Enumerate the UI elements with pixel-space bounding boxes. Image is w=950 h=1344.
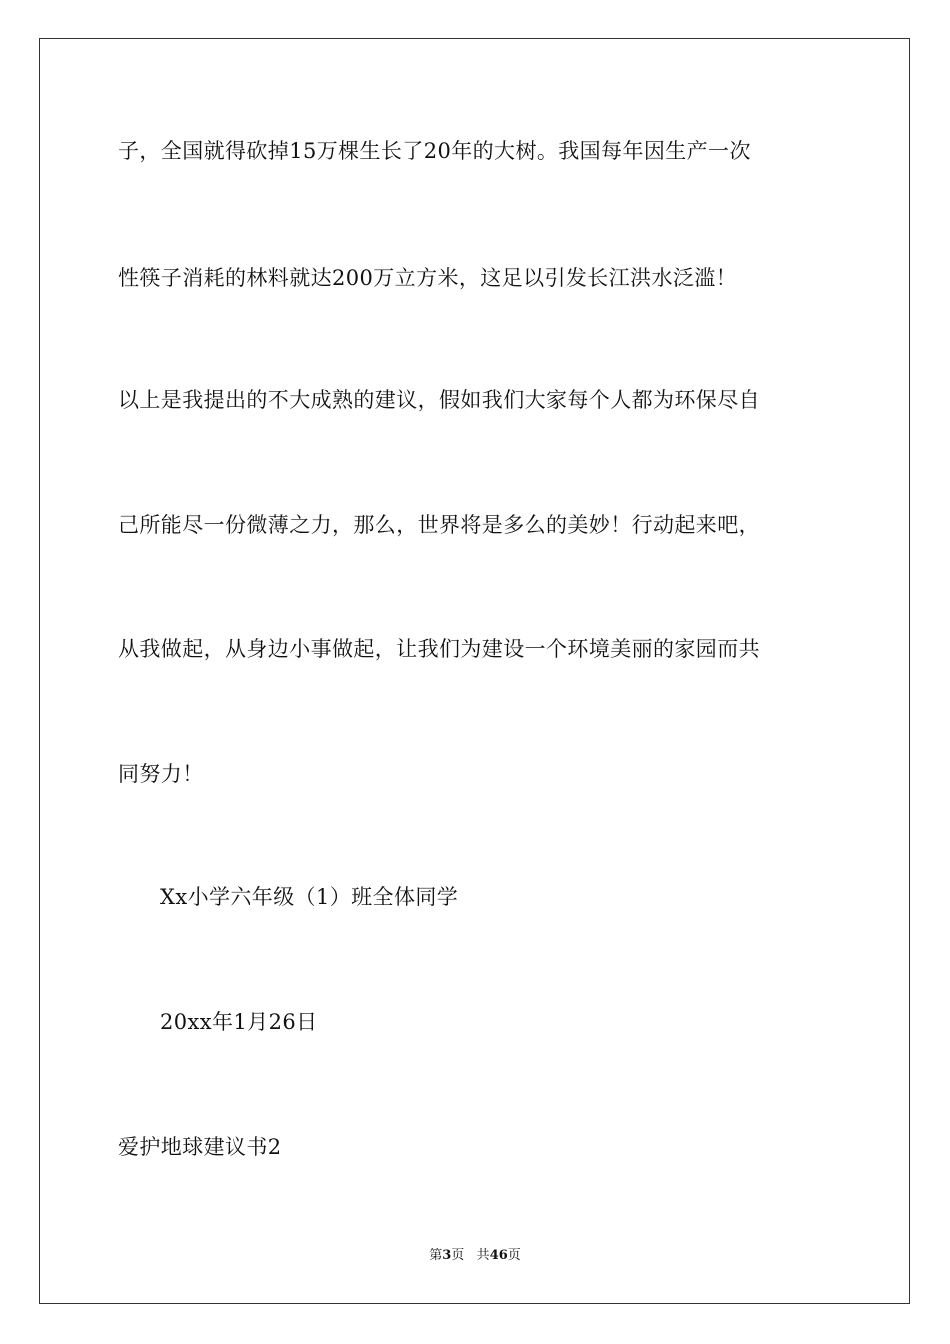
- body-line-4: 己所能尽一份微薄之力，那么，世界将是多么的美妙！行动起来吧，: [118, 513, 760, 537]
- page-prefix: 第: [429, 1248, 443, 1263]
- signature-date: 20xx年1月26日: [160, 1010, 318, 1034]
- signature-author: Xx小学六年级（1）班全体同学: [160, 885, 459, 909]
- body-line-2: 性筷子消耗的林料就达200万立方米，这足以引发长江洪水泛滥！: [118, 266, 738, 290]
- page-border: [39, 38, 910, 1304]
- body-line-3: 以上是我提出的不大成熟的建议，假如我们大家每个人都为环保尽自: [118, 388, 760, 412]
- total-pages: 46: [489, 1248, 508, 1263]
- page-suffix: 页: [451, 1248, 465, 1263]
- page-number: 3: [442, 1248, 452, 1263]
- next-section-title: 爱护地球建议书2: [118, 1135, 282, 1159]
- page-footer: [0, 1247, 950, 1265]
- body-line-5: 从我做起，从身边小事做起，让我们为建设一个环境美丽的家园而共: [118, 637, 760, 661]
- total-prefix: 共: [476, 1248, 490, 1263]
- body-line-6: 同努力！: [118, 762, 204, 786]
- total-suffix: 页: [507, 1248, 521, 1263]
- body-line-1: 子，全国就得砍掉15万棵生长了20年的大树。我国每年因生产一次: [118, 139, 751, 163]
